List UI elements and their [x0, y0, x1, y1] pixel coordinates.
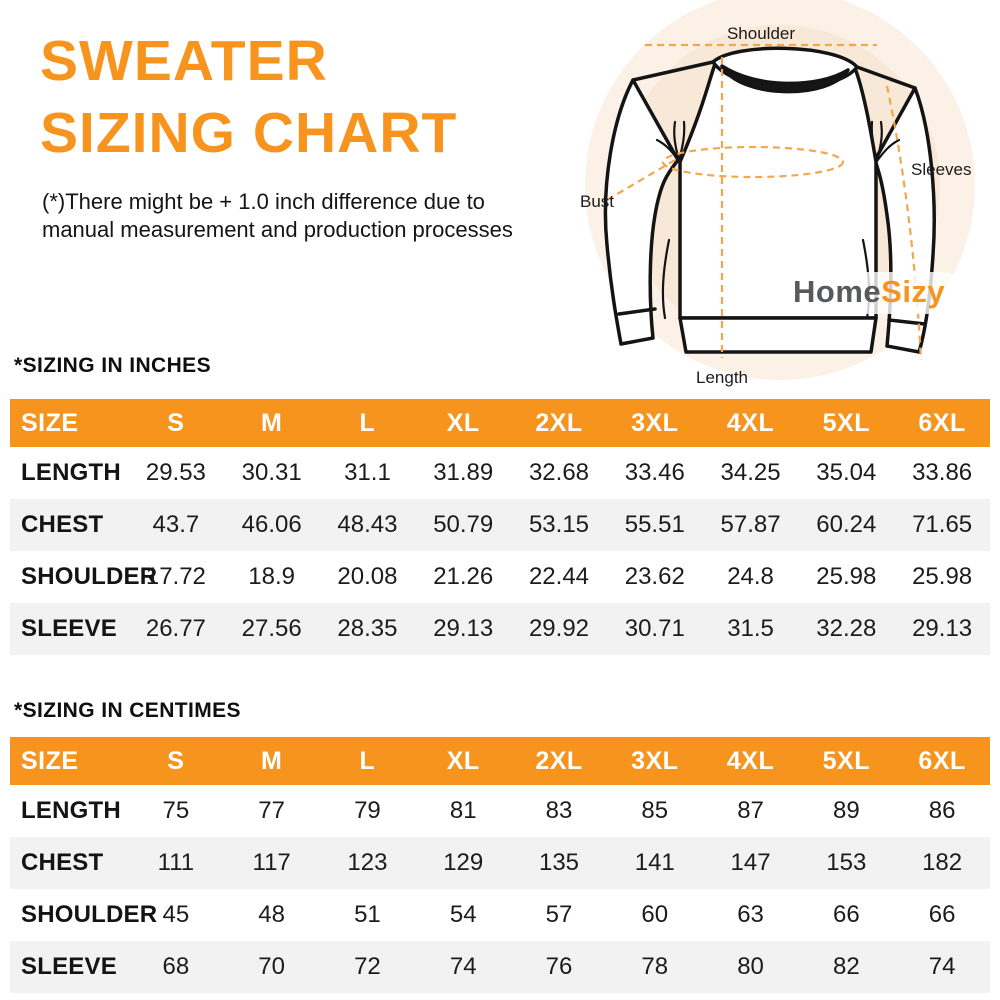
column-header: M — [260, 408, 283, 437]
shoulder-label: Shoulder — [726, 24, 796, 43]
column-header: 2XL — [535, 408, 583, 437]
disclaimer-line1: (*)There might be + 1.0 inch difference due to — [42, 189, 485, 214]
size-value-cell: 18.9 — [248, 563, 296, 590]
sizing-table-centimes — [10, 737, 990, 993]
column-header: 2XL — [535, 746, 583, 775]
size-value-cell: 35.04 — [816, 459, 877, 486]
size-value-cell: 147 — [730, 849, 771, 876]
table-row — [10, 499, 990, 551]
size-value-cell: 135 — [538, 849, 580, 876]
size-value-cell: 48 — [258, 901, 285, 928]
size-value-cell: 71.65 — [912, 511, 973, 538]
size-value-cell: 30.71 — [624, 615, 685, 642]
page-title — [40, 26, 457, 170]
table-row — [10, 603, 990, 655]
column-header: 4XL — [726, 746, 775, 775]
size-value-cell: 87 — [737, 797, 764, 824]
size-value-cell: 23.62 — [624, 563, 685, 590]
homesizy-logo — [783, 272, 955, 314]
size-value-cell: 53.15 — [528, 511, 590, 538]
size-value-cell: 141 — [634, 849, 675, 876]
row-label: LENGTH — [21, 797, 121, 824]
column-header: XL — [446, 408, 480, 437]
size-value-cell: 66 — [928, 901, 956, 928]
sizing-centimes-heading: *SIZING IN CENTIMES — [14, 699, 241, 722]
size-value-cell: 17.72 — [145, 563, 206, 590]
size-value-cell: 31.1 — [344, 459, 391, 486]
size-value-cell: 129 — [443, 849, 484, 876]
size-value-cell: 51 — [354, 901, 381, 928]
size-value-cell: 86 — [928, 797, 956, 824]
size-value-cell: 57.87 — [720, 511, 781, 538]
size-value-cell: 31.89 — [433, 459, 494, 486]
size-value-cell: 21.26 — [433, 563, 494, 590]
size-value-cell: 30.31 — [241, 459, 302, 486]
size-value-cell: 123 — [347, 849, 388, 876]
size-value-cell: 46.06 — [241, 511, 302, 538]
size-value-cell: 60 — [641, 901, 669, 928]
row-label: SLEEVE — [21, 615, 117, 642]
table-row — [10, 785, 990, 837]
size-value-cell: 81 — [449, 797, 477, 824]
row-label: SHOULDER — [21, 563, 158, 590]
row-label: LENGTH — [21, 459, 121, 486]
size-value-cell: 74 — [928, 953, 956, 980]
column-header: L — [359, 408, 376, 437]
table-row — [10, 551, 990, 603]
size-value-cell: 182 — [922, 849, 963, 876]
column-header: L — [359, 746, 376, 775]
size-value-cell: 63 — [737, 901, 764, 928]
column-header: 6XL — [918, 746, 966, 775]
row-label: SHOULDER — [21, 901, 158, 928]
size-value-cell: 25.98 — [912, 563, 973, 590]
size-value-cell: 75 — [162, 797, 190, 824]
sizing-inches-heading: *SIZING IN INCHES — [14, 354, 211, 377]
size-value-cell: 29.13 — [433, 615, 494, 642]
size-value-cell: 72 — [354, 953, 381, 980]
size-value-cell: 24.8 — [727, 563, 774, 590]
table-row — [10, 889, 990, 941]
column-header: 5XL — [822, 408, 870, 437]
size-value-cell: 32.68 — [528, 459, 590, 486]
size-value-cell: 33.46 — [624, 459, 685, 486]
size-value-cell: 32.28 — [816, 615, 877, 642]
sizing-table-inches — [10, 399, 990, 655]
page-title-line2: SIZING CHART — [40, 100, 458, 165]
length-label: Length — [696, 368, 748, 387]
logo-text-home: Home — [793, 274, 882, 309]
size-value-cell: 83 — [545, 797, 573, 824]
size-value-cell: 43.7 — [152, 511, 200, 538]
column-header: 4XL — [726, 408, 775, 437]
sleeves-label: Sleeves — [911, 160, 972, 179]
size-value-cell: 80 — [737, 953, 764, 980]
table-row — [10, 447, 990, 499]
size-value-cell: 82 — [832, 953, 860, 980]
size-value-cell: 29.92 — [528, 615, 590, 642]
column-header: 5XL — [822, 746, 870, 775]
table-header-row — [10, 737, 990, 785]
size-value-cell: 153 — [826, 849, 867, 876]
size-value-cell: 77 — [258, 797, 285, 824]
size-value-cell: 68 — [162, 953, 190, 980]
size-value-cell: 22.44 — [528, 563, 590, 590]
column-header: SIZE — [21, 408, 79, 437]
size-value-cell: 74 — [449, 953, 477, 980]
size-value-cell: 29.53 — [145, 459, 206, 486]
disclaimer-text — [42, 188, 513, 244]
size-value-cell: 60.24 — [816, 511, 877, 538]
size-value-cell: 55.51 — [624, 511, 685, 538]
column-header: 3XL — [631, 746, 679, 775]
size-value-cell: 89 — [832, 797, 860, 824]
column-header: M — [260, 746, 283, 775]
row-label: CHEST — [21, 849, 104, 876]
disclaimer-line2: manual measurement and production processes — [42, 216, 513, 242]
size-value-cell: 33.86 — [912, 459, 973, 486]
size-value-cell: 66 — [832, 901, 860, 928]
size-value-cell: 78 — [641, 953, 669, 980]
column-header: S — [167, 746, 185, 775]
column-header: S — [167, 408, 185, 437]
logo-text-sizy: Sizy — [881, 274, 946, 309]
size-value-cell: 48.43 — [337, 511, 398, 538]
size-value-cell: 85 — [641, 797, 669, 824]
size-value-cell: 45 — [162, 901, 190, 928]
row-label: SLEEVE — [21, 953, 117, 980]
column-header: XL — [446, 746, 480, 775]
page-title-line1: SWEATER — [40, 29, 328, 93]
size-value-cell: 29.13 — [912, 615, 973, 642]
column-header: 3XL — [631, 408, 679, 437]
table-row — [10, 837, 990, 889]
size-value-cell: 70 — [258, 953, 285, 980]
size-value-cell: 26.77 — [145, 615, 206, 642]
column-header: 6XL — [918, 408, 966, 437]
row-label: CHEST — [21, 511, 104, 538]
size-value-cell: 57 — [545, 901, 573, 928]
size-value-cell: 28.35 — [337, 615, 398, 642]
size-value-cell: 54 — [449, 901, 477, 928]
size-value-cell: 25.98 — [816, 563, 877, 590]
column-header: SIZE — [21, 746, 79, 775]
sweater-measurement-diagram — [545, 0, 1000, 395]
size-value-cell: 111 — [157, 849, 195, 876]
hem-band — [680, 318, 876, 352]
size-value-cell: 117 — [252, 849, 291, 876]
table-row — [10, 941, 990, 993]
size-value-cell: 31.5 — [727, 615, 774, 642]
size-value-cell: 20.08 — [337, 563, 398, 590]
bust-label: Bust — [580, 192, 615, 211]
size-value-cell: 76 — [545, 953, 573, 980]
size-value-cell: 50.79 — [433, 511, 494, 538]
size-value-cell: 79 — [354, 797, 381, 824]
table-header-row — [10, 399, 990, 447]
size-value-cell: 34.25 — [720, 459, 781, 486]
size-value-cell: 27.56 — [241, 615, 302, 642]
